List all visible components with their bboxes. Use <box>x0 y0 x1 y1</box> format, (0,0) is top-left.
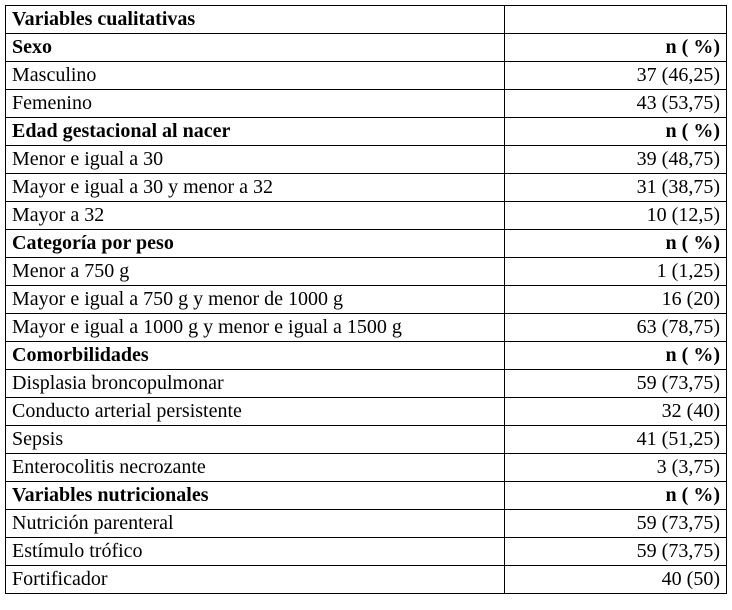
section-header-row <box>6 230 727 258</box>
table-row <box>6 370 727 398</box>
row-value: 63 (78,75) <box>505 314 727 342</box>
data-table <box>5 5 727 594</box>
row-label: Mayor e igual a 750 g y menor de 1000 g <box>6 286 505 314</box>
section-header-row <box>6 118 727 146</box>
table-title-empty-cell <box>505 6 727 34</box>
table-row <box>6 454 727 482</box>
table-row <box>6 174 727 202</box>
section-column-label: n ( %) <box>505 342 727 370</box>
section-heading: Categoría por peso <box>6 230 505 258</box>
row-label: Mayor e igual a 1000 g y menor e igual a 1500 g <box>6 314 505 342</box>
section-header-row <box>6 342 727 370</box>
row-label: Displasia broncopulmonar <box>6 370 505 398</box>
row-value: 41 (51,25) <box>505 426 727 454</box>
table-row <box>6 398 727 426</box>
section-heading: Comorbilidades <box>6 342 505 370</box>
row-value: 16 (20) <box>505 286 727 314</box>
row-label: Conducto arterial persistente <box>6 398 505 426</box>
row-value: 32 (40) <box>505 398 727 426</box>
row-value: 39 (48,75) <box>505 146 727 174</box>
table-body <box>6 6 727 594</box>
section-column-label: n ( %) <box>505 34 727 62</box>
table-row <box>6 90 727 118</box>
row-value: 1 (1,25) <box>505 258 727 286</box>
row-label: Enterocolitis necrozante <box>6 454 505 482</box>
row-label: Mayor e igual a 30 y menor a 32 <box>6 174 505 202</box>
table-row <box>6 146 727 174</box>
row-value: 10 (12,5) <box>505 202 727 230</box>
table-row <box>6 510 727 538</box>
section-heading: Edad gestacional al nacer <box>6 118 505 146</box>
row-label: Mayor a 32 <box>6 202 505 230</box>
row-label: Fortificador <box>6 566 505 594</box>
table-row <box>6 538 727 566</box>
row-value: 40 (50) <box>505 566 727 594</box>
row-label: Estímulo trófico <box>6 538 505 566</box>
table-row <box>6 314 727 342</box>
row-label: Masculino <box>6 62 505 90</box>
row-value: 31 (38,75) <box>505 174 727 202</box>
section-column-label: n ( %) <box>505 482 727 510</box>
row-value: 43 (53,75) <box>505 90 727 118</box>
row-value: 37 (46,25) <box>505 62 727 90</box>
section-header-row <box>6 34 727 62</box>
row-label: Menor a 750 g <box>6 258 505 286</box>
row-label: Femenino <box>6 90 505 118</box>
table-title: Variables cualitativas <box>6 6 505 34</box>
row-value: 3 (3,75) <box>505 454 727 482</box>
section-heading: Sexo <box>6 34 505 62</box>
section-header-row <box>6 482 727 510</box>
row-label: Menor e igual a 30 <box>6 146 505 174</box>
table-row <box>6 566 727 594</box>
table-row <box>6 202 727 230</box>
section-heading: Variables nutricionales <box>6 482 505 510</box>
row-value: 59 (73,75) <box>505 510 727 538</box>
table-row <box>6 426 727 454</box>
row-label: Sepsis <box>6 426 505 454</box>
section-column-label: n ( %) <box>505 118 727 146</box>
table-row <box>6 258 727 286</box>
table-title-row <box>6 6 727 34</box>
row-label: Nutrición parenteral <box>6 510 505 538</box>
table-row <box>6 62 727 90</box>
row-value: 59 (73,75) <box>505 538 727 566</box>
table-row <box>6 286 727 314</box>
section-column-label: n ( %) <box>505 230 727 258</box>
row-value: 59 (73,75) <box>505 370 727 398</box>
